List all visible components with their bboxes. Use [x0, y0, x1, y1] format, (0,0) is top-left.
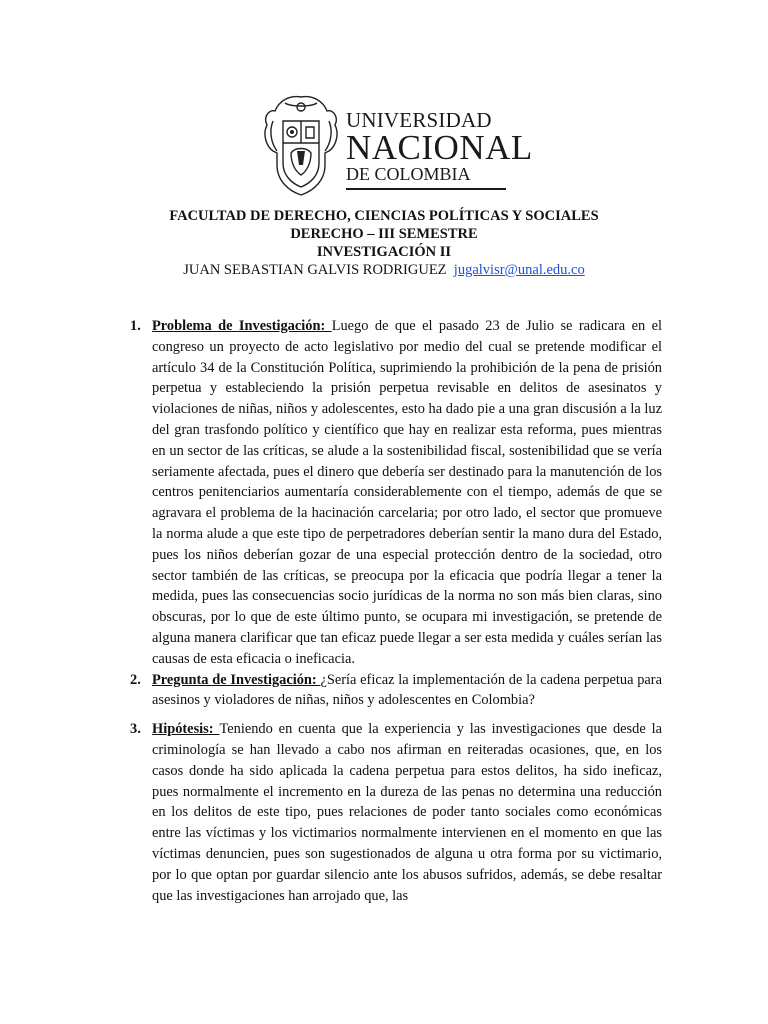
university-wordmark: [346, 108, 533, 190]
document-body: [118, 316, 662, 906]
course-title: INVESTIGACIÓN II: [316, 244, 452, 260]
wordmark-line-3: DE COLOMBIA: [346, 164, 471, 184]
section-problem: [118, 316, 662, 670]
section-number: 1.: [130, 318, 141, 334]
author-name: JUAN SEBASTIAN GALVIS RODRIGUEZ: [183, 262, 447, 278]
section-text: Teniendo en cuenta que la experiencia y las investigaciones que desde la criminología se han llevado a cabo nos afirman en reiteradas ocasiones, que, en los casos donde ha sido aplicada la cadena perpetua para estos delitos, ha sido ineficaz, pues normalmente el incremento en la dureza de las penas no determina una reducción en los delitos de este tipo, pues relaciones de poder tanto sociales como económicas entre las víctimas y los victimarios normalmente intervienen en el momento en que las víctimas denuncien, pues son sugestionados de alguna u otra forma por su victimario, por lo que optan por guardar silencio ante los abusos sufridos, además, se debe resaltar que las investigaciones han arrojado que, las: [152, 721, 662, 904]
document-header: [0, 207, 768, 279]
author-email-link[interactable]: jugalvisr@unal.edu.co: [453, 262, 585, 278]
section-text: Luego de que el pasado 23 de Julio se radicara en el congreso un proyecto de acto legislativo por medio del cual se pretende modificar el artículo 34 de la Constitución Política, suprimiendo la prohibición de la pena de prisión perpetua y estableciendo la prisión perpetua revisable en delitos de asesinatos y violaciones de niñas, niños y adolescentes, esto ha dado pie a una gran discusión a la luz del gran trasfondo político y científico que hay en realizar esta reforma, pues mientras en un sector de las críticas, se alude a la sostenibilidad fiscal, sostenibilidad que se vería seriamente afectada, pues el dinero que debería ser destinado para la manutención de los centros penitenciarios aumentaría considerablemente con el tiempo, además de que se agravara el problema de la hacinación carcelaria; por otro lado, el sector que promueve la norma alude a que este tipo de perpetradores deberían sentir la mano dura del Estado, pues los niños deberían gozar de una especial protección dentro de la sociedad, otro sector también de las críticas, se preocupa por la eficacia que podría llegar a tener la medida, pues las consecuencias socio jurídicas de la norma no son más bien claras, sino obscuras, por lo que de este último punto, se ocupara mi investigación, se pretende de alguna manera clarificar que tan eficaz puede llegar a ser esta medida y cuáles serían las causas de esta eficacia o ineficacia.: [152, 318, 662, 667]
program-title: DERECHO – III SEMESTRE: [290, 226, 478, 242]
university-logo: [261, 91, 533, 197]
section-label: Pregunta de Investigación:: [152, 671, 321, 688]
section-hypothesis: [118, 719, 662, 906]
section-text: ¿Sería eficaz la implementación de la cadena perpetua para asesinos y violadores de niñas, niños y adolescentes en Colombia?: [152, 671, 662, 709]
author-line: [0, 261, 768, 279]
section-number: 3.: [130, 721, 141, 738]
wordmark-line-1: UNIVERSIDAD: [346, 108, 492, 132]
section-question: [118, 670, 662, 712]
faculty-title: FACULTAD DE DERECHO, CIENCIAS POLÍTICAS Y SOCIALES: [169, 208, 599, 224]
section-number: 2.: [130, 671, 141, 688]
section-label: Hipótesis:: [152, 721, 220, 738]
wordmark-underline: [346, 188, 506, 190]
university-crest-icon: [261, 91, 341, 197]
section-spacer: [118, 711, 662, 719]
wordmark-line-2: NACIONAL: [346, 128, 533, 167]
section-label: Problema de Investigación:: [152, 318, 332, 334]
